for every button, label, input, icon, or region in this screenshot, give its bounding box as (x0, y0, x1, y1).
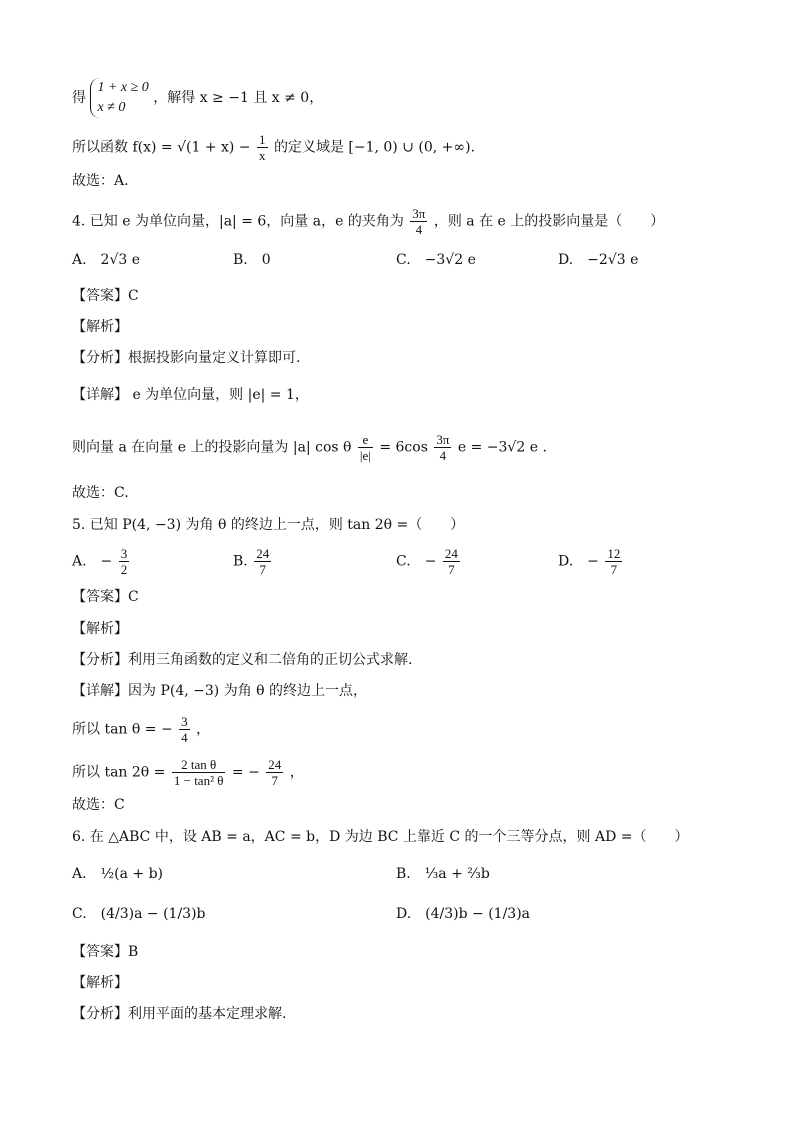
solution-line-system (72, 78, 323, 118)
q5-option-d (558, 546, 624, 577)
system-row-1: 1 + x ≥ 0 (97, 80, 149, 95)
q4-option-a: A. 2√3 e (72, 252, 141, 268)
q5-option-b (233, 546, 273, 577)
denominator: |e| (359, 448, 371, 463)
option-label: B. (233, 553, 248, 570)
question-6-stem: 6. 在 △ABC 中，设 AB = a，AC = b，D 为边 BC 上靠近 C 的一个三等分点，则 AD =（ ） (72, 829, 689, 845)
q4-jiexi: 【解析】 (72, 319, 128, 335)
numerator: 24 (444, 546, 458, 561)
q5-fenxi: 【分析】利用三角函数的定义和二倍角的正切公式求解. (72, 652, 413, 668)
numerator: 24 (268, 757, 282, 772)
q5-detail-2 (72, 714, 210, 745)
inequality-system (90, 78, 148, 118)
q6-option-d: D. (4/3)b − (1/3)a (396, 906, 531, 922)
detail-suffix: ， (196, 721, 211, 738)
denominator: 4 (415, 222, 423, 237)
detail-prefix: 所以 tan 2θ = (72, 764, 166, 781)
fraction-double-angle (172, 757, 226, 788)
denominator: 7 (259, 562, 266, 577)
fraction-unit-vector (358, 432, 373, 463)
numerator: e (358, 432, 373, 448)
q6-option-c: C. (4/3)a − (1/3)b (72, 906, 206, 922)
numerator: 24 (256, 546, 270, 561)
numerator: 3 (120, 546, 128, 561)
detail-suffix: e = −3√2 e . (457, 439, 547, 456)
denominator: 2 (120, 562, 128, 577)
q4-fenxi: 【分析】根据投影向量定义计算即可. (72, 350, 301, 366)
q5-option-a (72, 546, 131, 577)
q4-detail-2 (72, 432, 547, 463)
q4-option-b: B. 0 (233, 252, 271, 268)
detail-mid: = 6cos (379, 439, 428, 456)
detail-mid: = − (231, 764, 260, 781)
q4-option-c: C. −3√2 e (396, 252, 476, 268)
fraction-result (266, 757, 283, 788)
denominator: 4 (439, 448, 447, 463)
numerator: 3π (412, 206, 426, 221)
numerator: 3π (436, 432, 450, 447)
fraction (410, 206, 427, 237)
denominator: 7 (610, 562, 618, 577)
numerator: 3 (181, 714, 188, 729)
text-suffix: ，解得 x ≥ −1 且 x ≠ 0， (153, 90, 324, 106)
q4-answer: 【答案】C (72, 288, 139, 304)
q5-option-c (396, 546, 462, 577)
denominator: 1 − tan² θ (173, 773, 224, 788)
option-label: D. − (558, 553, 599, 570)
fraction (257, 132, 268, 163)
q5-answer: 【答案】C (72, 589, 139, 605)
text-prefix: 得 (72, 90, 86, 106)
system-row-2: x ≠ 0 (97, 100, 126, 115)
fraction-angle (434, 432, 451, 463)
q5-choose: 故选：C (72, 797, 125, 813)
detail-prefix: 则向量 a 在向量 e 上的投影向量为 |a| cos θ (72, 439, 352, 456)
domain-line (72, 132, 475, 163)
denominator: 7 (448, 562, 455, 577)
q4-option-d: D. −2√3 e (558, 252, 639, 268)
numerator: 2 tan θ (172, 757, 226, 773)
q5-detail-3 (72, 757, 304, 788)
q5-detail-1: 【详解】因为 P(4, −3) 为角 θ 的终边上一点， (72, 683, 368, 699)
q6-fenxi: 【分析】利用平面的基本定理求解. (72, 1006, 287, 1022)
q6-option-b: B. ⅓a + ⅔b (396, 866, 490, 882)
option-label: A. − (72, 553, 113, 570)
q4-choose: 故选：C. (72, 485, 129, 501)
q4-detail-1: 【详解】 e 为单位向量，则 |e| = 1， (72, 387, 309, 403)
stem-prefix: 4. 已知 e 为单位向量，|a| = 6，向量 a，e 的夹角为 (72, 213, 404, 230)
denominator: 7 (271, 773, 279, 788)
numerator: 1 (259, 132, 266, 147)
fraction (119, 546, 130, 577)
q6-answer: 【答案】B (72, 944, 139, 960)
option-label: C. − (396, 553, 437, 570)
denominator: 4 (181, 730, 188, 745)
fraction (605, 546, 622, 577)
text-prefix: 所以函数 f(x) = √(1 + x) − (72, 139, 251, 156)
fraction (254, 546, 271, 577)
q5-jiexi: 【解析】 (72, 621, 128, 637)
question-5-stem: 5. 已知 P(4, −3) 为角 θ 的终边上一点，则 tan 2θ =（ ） (72, 517, 465, 533)
text-suffix: 的定义域是 [−1, 0) ∪ (0, +∞). (273, 139, 475, 156)
choose-line: 故选：A. (72, 173, 129, 189)
question-4-stem (72, 206, 664, 237)
q6-jiexi: 【解析】 (72, 975, 128, 991)
q6-option-a: A. ½(a + b) (72, 866, 163, 882)
numerator: 12 (607, 546, 621, 561)
fraction (179, 714, 190, 745)
detail-suffix: ， (289, 764, 304, 781)
detail-prefix: 所以 tan θ = − (72, 721, 173, 738)
denominator: x (259, 148, 266, 163)
fraction (443, 546, 460, 577)
stem-suffix: ，则 a 在 e 上的投影向量是（ ） (433, 213, 665, 230)
